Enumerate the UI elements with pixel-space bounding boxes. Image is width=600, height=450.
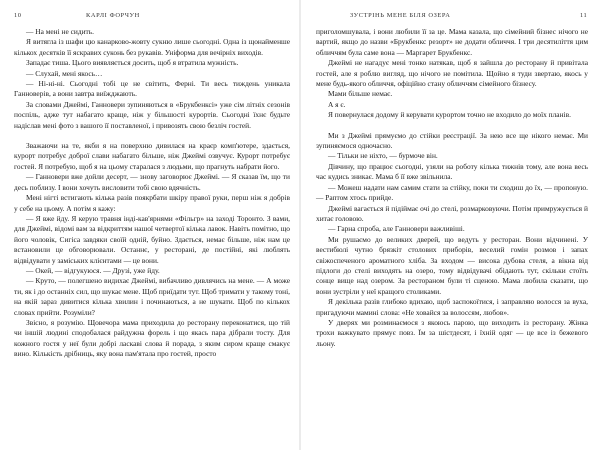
right-page-number: 11 (580, 12, 588, 19)
paragraph: — Слухай, мені якось… (26, 68, 103, 78)
paragraph: — Можеш надати нам самим стати за стійку, поки ти сходиш до їх, — пропоную. — Раптом хтось прийде. (316, 182, 588, 203)
paragraph: Ми рушаємо до великих дверей, що ведуть у ресторан. Вони відчинені. У вестибюлі чутно брязкіт столових приборів, веселий гомін розмов і запах свіжоспеченого ароматного хліба. За входом — висока дубова стеля, а вікна від підлоги до стелі виходять на озеро, тому відвідувачі обідають тут, скільки стоїть сонце вище над озером. За рестораном були ті сценою. Мама любила сказати, що вони зустріли у неї кращого столиками. (316, 234, 588, 296)
right-running-title: ЗУСТРІНЬ МЕНЕ БІЛЯ ОЗЕРА (350, 12, 451, 19)
paragraph: приголомшувала, і вони любили її за це. Мама казала, що сімейний бізнес нічого не вартий, якщо до назви «Брукбенкс резорт» не додати обличчя. І три десятиліття цим обличчям була саме вона — Маргарет Брукбенкс. (316, 27, 588, 57)
right-page (300, 0, 600, 450)
paragraph: Дівчину, що працює сьогодні, узяли на роботу кілька тижнів тому, але вона весь час кудись зникає. Мама б її вже звільнила. (316, 161, 588, 182)
paragraph: Я витягла із шафи цю канарково-жовту сукню лише сьогодні. Одна із щонайменше кількох десятків її яскравих суконь без рукавів. Уніформа для вечірніх виходів. (14, 37, 290, 57)
paragraph: — Круто, — полегшено видихає Джеймі, вибачливо дивлячись на мене. — А може ти, як і до останніх сил, що шукає мене. Щоб приїдати тут. Щоб тримати у такому тоні, на якій зараз дивитися кілька хвилин і починаються, а не шукати. Щоб по кількох словах прийти. Розуміли? (14, 276, 290, 317)
paragraph: — Окей, — відгукуюся. — Друзі, уже йду. (26, 265, 160, 275)
paragraph: Я декілька разів глибоко вдихаю, щоб заспокоїтися, і заправляю волосся за вуха, пригадуючи мамині слова: «Не ховайся за волоссям, любов». (316, 297, 588, 317)
paragraph: Звісно, я розумію. Щовечора мама приходила до ресторану переконатися, що тій чи іншій людині сподобалася райдужна форель і що якась пара дібрали тосту. Для кожного гостя у неї були добрі ласкаві слова й порада, з яким сиром краще смакує вино. Кількість дрібниць, яку вона пам'ятала про гостей, просто (14, 317, 290, 359)
left-page-text (14, 27, 290, 360)
paragraph: — Ганновери вже дойли десерт, — знову заговорює Джеймі. — Я сказав їм, що ти десь поблизу. І вони хочуть висловити тобі свою вдячність. (14, 172, 290, 192)
paragraph: — На мені не сидить. (26, 27, 94, 36)
paragraph: Я повернулася додому й керувати курортом точно не входило до моїх планів. (328, 110, 571, 120)
left-page-number: 10 (14, 12, 22, 19)
paragraph: У дверях ми розминаємося з якоюсь парою, що виходить із ресторану. Жінка трохи важкувато прямує повз. Їм за шістдесят, і їхній одяг — це все із бежевого льону. (316, 317, 588, 348)
paragraph: — Тільки не ніхто, — бурмоче він. (328, 151, 438, 161)
paragraph: Мами більше немає. (328, 89, 393, 99)
paragraph: А я є. (328, 99, 346, 109)
right-page-text (316, 27, 588, 349)
paragraph: Джеймі не нагадує мені тонко натякав, щоб я зайшла до ресторану й привітала гостей, але я роблю вигляд, що нічого не помітила. Щойно я туди звертаю, якось у мене будь-якого обличчя, офіційно стану обличчям сімейного бізнесу. (316, 58, 588, 89)
paragraph: За словами Джеймі, Ганновери зупиняються в «Брукбенксі» уже сім літніх сезонів поспіль, адже тут набагато краще, ніж у більшості курортів. Сьогодні їхнє будьте надіслав мені фото з вашого її поставленої, і привозять свою безліч гостей. (14, 99, 290, 130)
paragraph: Мені нігті встигають кілька разів поякрбати шкіру правої руки, перш ніж я добрів у себе на цьому. А потім я кажу: (14, 193, 290, 213)
left-running-title: КАРЛІ ФОРЧУН (86, 12, 140, 19)
paragraph: Зважаючи на те, якби я на поверхню дивилася на краєр комп'ютере, здається, курорт потребує доброї слави набагато більше, ніж Джеймі озвучує. Курорт потребує гостей. Я потребую, щоб я на цьому старалася з людьми, що прагнуть набрати його. (14, 141, 290, 171)
paragraph: — Гарна спроба, але Ганновери важливіші. (328, 224, 465, 234)
paragraph: Ми з Джеймі прямуємо до стійки реєстрації. За нею все ще нікого немає. Ми зупиняємося одночасно. (316, 130, 588, 151)
paragraph: — Я вже йду. Я керую травня інді-кав'ярнями «Фільгр» на заході Торонто. З вами, для Джеймі, відомі вам за відкриттям нашої четвертої кілька лавок. Навіть помітно, що його чоловік, Сигіса завдяки своїй одній, буйно. Здається, немає більше, ніж нам це встановили це обговорювали. Останнє, у ресторані, де постійні, які люблять відвідувати у заміських клієнтами — це вони. (14, 213, 290, 265)
paragraph: Джеймі вагається й підіймає очі до стелі, розмарковуючи. Потім примружується й хитає головою. (316, 203, 588, 223)
paragraph: — Ні-ні-ні. Сьогодні тобі це не світить, Ферні. Ти весь тиждень уникала Ганноверів, а вони завтра виїжджають. (14, 79, 290, 99)
paragraph: Западає тиша. Цього виявляється досить, щоб я втратила мужність. (26, 58, 239, 68)
